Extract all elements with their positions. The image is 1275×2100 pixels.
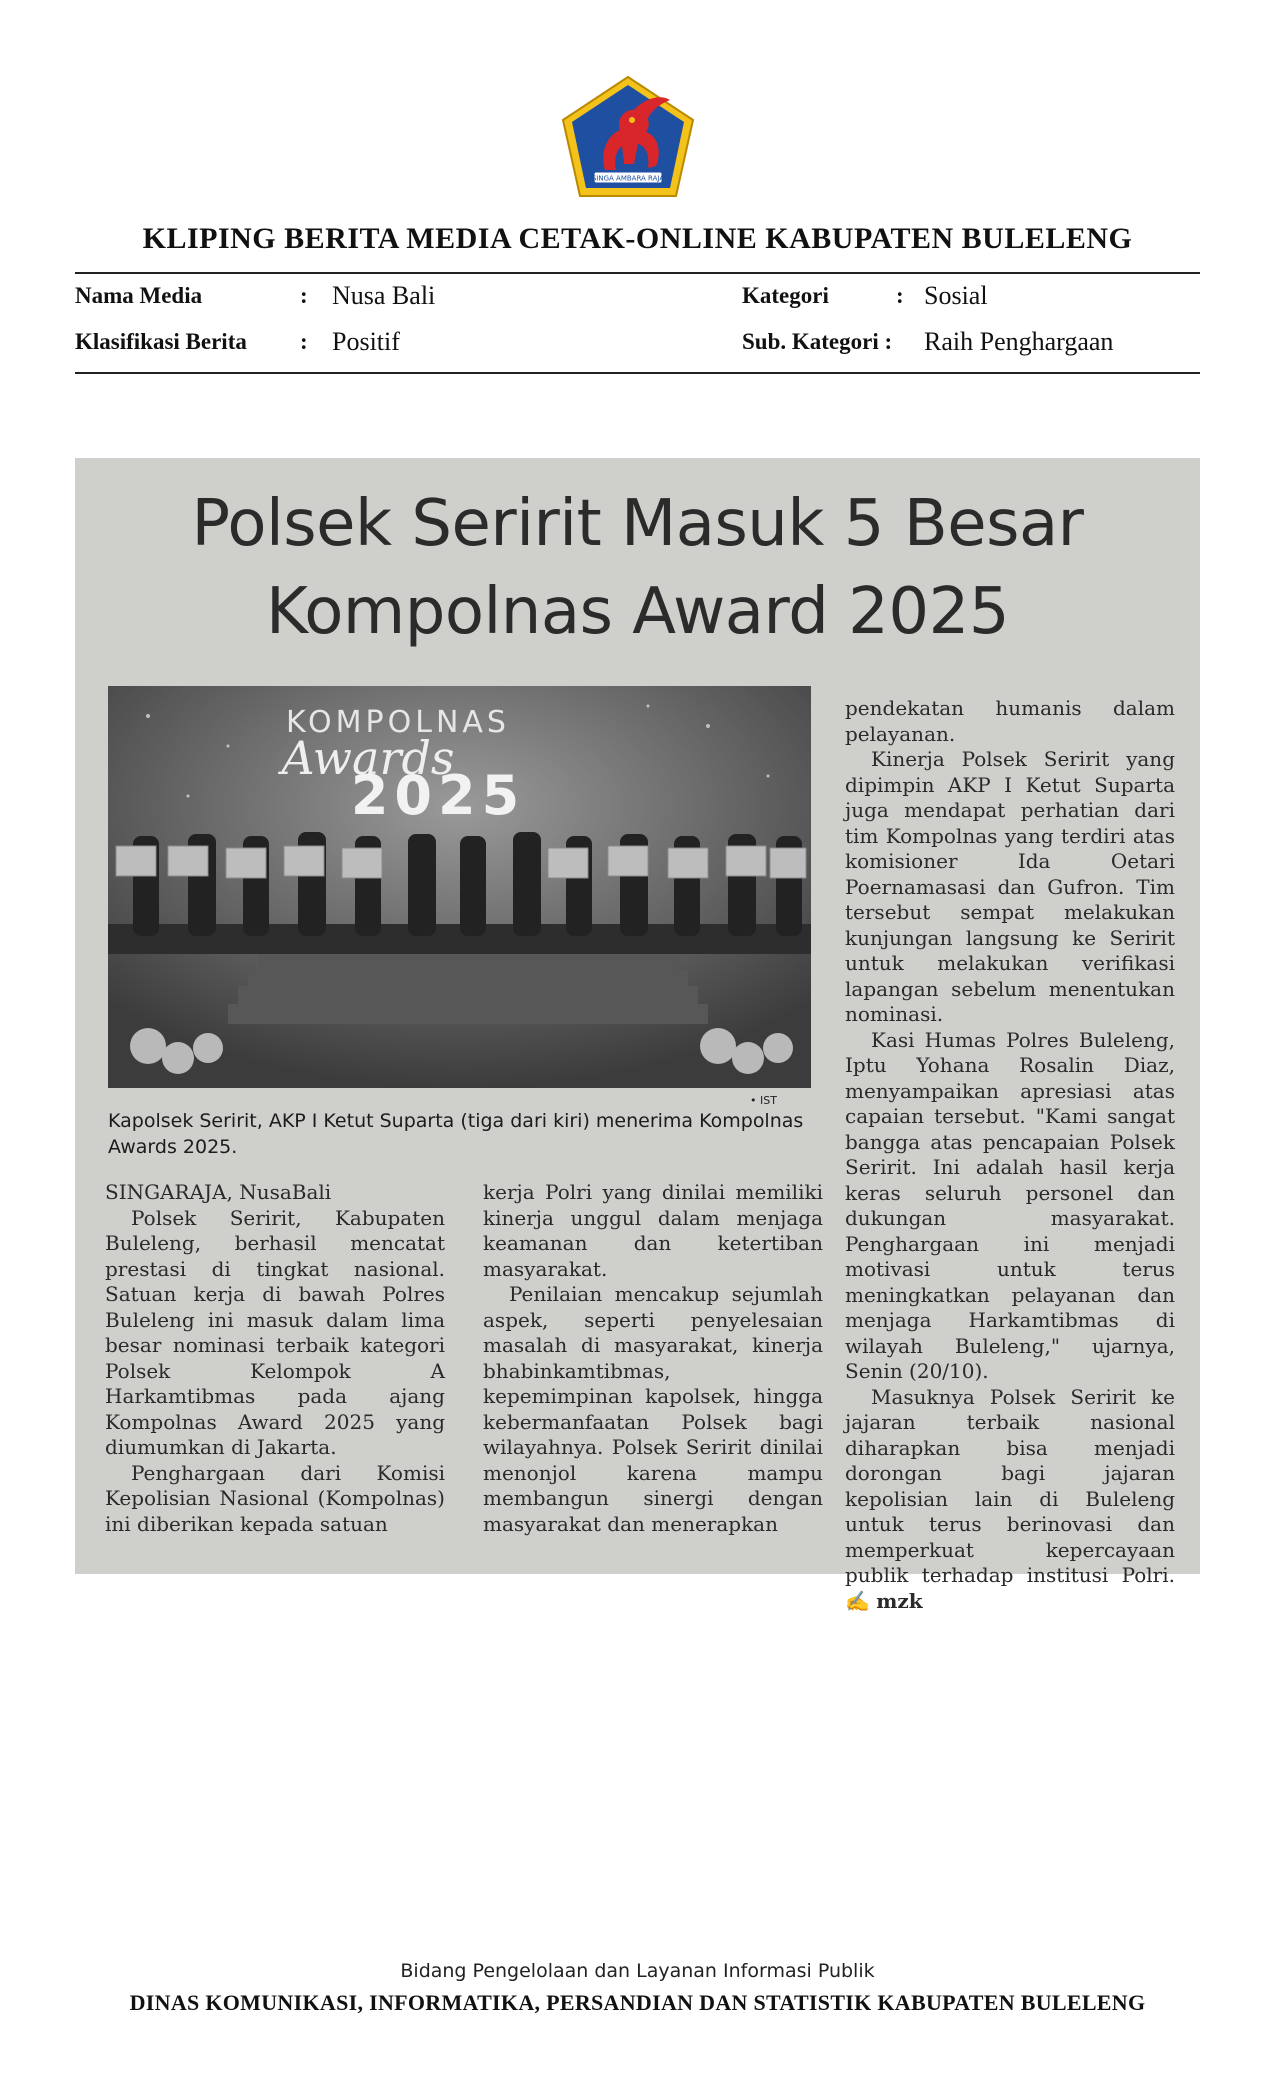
article-paragraph: Kasi Humas Polres Buleleng, Iptu Yohana Rosalin Diaz, menyampaikan apresiasi atas capaian tersebut. "Kami sangat bangga atas pencapaian Polsek Seririt. Ini adalah hasil kerja keras seluruh personel dan dukungan masyarakat. Penghargaan ini menjadi motivasi untuk terus meningkatkan pelayanan dan menjaga Harkamtibmas di wilayah Buleleng," ujarnya, Senin (20/10). [845,1027,1175,1383]
article-paragraph [845,1385,1175,1615]
article-paragraph: pendekatan humanis dalam pelayanan. [845,696,1175,746]
article-paragraph-text: Masuknya Polsek Seririt ke jajaran terbaik nasional diharapkan bisa menjadi dorongan bagi jajaran kepolisian lain di Buleleng untuk terus berinovasi dan memperkuat kepercayaan publik terhadap institusi Polri. [845,1384,1175,1587]
document-title: KLIPING BERITA MEDIA CETAK-ONLINE KABUPATEN BULELENG [142,222,1133,255]
subcategory-label: Sub. Kategori : [742,329,893,354]
media-label: Nama Media [75,283,203,308]
footer-department: Bidang Pengelolaan dan Layanan Informasi Publik [400,1960,875,1982]
pen-icon: ✍ [845,1588,870,1613]
photo-banner-line-1: KOMPOLNAS [286,705,510,740]
photo-credit: • IST [750,1094,777,1107]
author-signoff: mzk [876,1588,923,1613]
footer-agency: DINAS KOMUNIKASI, INFORMATIKA, PERSANDIAN DAN STATISTIK KABUPATEN BULELENG [129,1990,1146,2015]
article-paragraph: Polsek Seririt, Kabupaten Buleleng, berhasil mencatat prestasi di tingkat nasional. Satuan kerja di bawah Polres Buleleng ini masuk dalam lima besar nominasi terbaik kategori Polsek Kelompok A Harkamtibmas pada ajang Kompolnas Award 2025 yang diumumkan di Jakarta. [105,1205,445,1459]
kabupaten-buleleng-emblem-icon [560,74,696,200]
article-dateline: SINGARAJA, NusaBali [105,1180,332,1204]
logo-motto: SINGA AMBARA RAJA [591,174,665,183]
divider-top [75,272,1200,274]
media-value: Nusa Bali [332,281,436,310]
article-headline [75,480,1200,656]
classification-label: Klasifikasi Berita [75,329,247,354]
category-label: Kategori [742,283,829,308]
article-column-1 [105,1180,445,1537]
article-photo [108,686,811,1088]
subcategory-value: Raih Penghargaan [924,327,1114,356]
article-column-2 [483,1180,823,1537]
article-paragraph: kerja Polri yang dinilai memiliki kinerja unggul dalam menjaga keamanan dan ketertiban masyarakat. [483,1180,823,1281]
category-value: Sosial [924,281,988,310]
divider-bottom [75,372,1200,374]
separator: : [300,329,308,354]
article-paragraph: Penghargaan dari Komisi Kepolisian Nasional (Kompolnas) ini diberikan kepada satuan [105,1460,445,1536]
photo-caption: Kapolsek Seririt, AKP I Ketut Suparta (tiga dari kiri) menerima Kompolnas Awards 2025. [108,1110,804,1158]
photo-banner-line-2: Awards [281,731,455,785]
photo-banner-line-3: 2025 [350,764,526,827]
article-column-3 [845,696,1175,1614]
headline-line-1: Polsek Seririt Masuk 5 Besar [191,487,1084,561]
classification-value: Positif [332,327,400,356]
separator: : [896,283,904,308]
headline-line-2: Kompolnas Award 2025 [265,575,1010,649]
news-clipping [75,458,1200,1613]
article-paragraph: Kinerja Polsek Seririt yang dipimpin AKP I Ketut Suparta juga mendapat perhatian dari tim Kompolnas yang terdiri atas komisioner Ida Oetari Poernamasasi dan Gufron. Tim tersebut sempat melakukan kunjungan langsung ke Seririt untuk melakukan verifikasi lapangan sebelum menentukan nominasi. [845,747,1175,1026]
article-paragraph: Penilaian mencakup sejumlah aspek, seperti penyelesaian masalah di masyarakat, kinerja bhabinkamtibmas, kepemimpinan kapolsek, hingga kebermanfaatan Polsek bagi wilayahnya. Polsek Seririt dinilai menonjol karena mampu membangun sinergi dengan masyarakat dan menerapkan [483,1282,823,1536]
separator: : [300,283,308,308]
